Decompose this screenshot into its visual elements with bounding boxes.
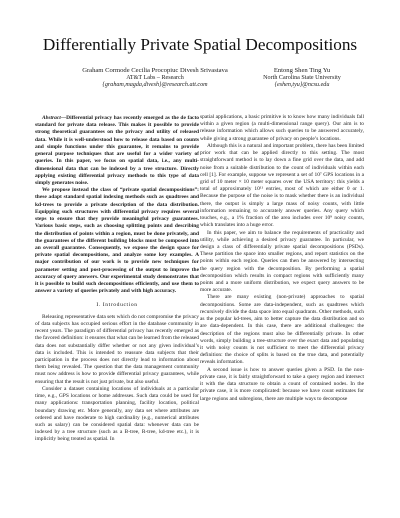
paper-title: Differentially Private Spatial Decompositions bbox=[42, 35, 358, 54]
author-names: Entong Shen Ting Yu bbox=[273, 67, 331, 74]
body-paragraph: A second issue is how to answer queries given a PSD. In the non-private case, it is fairly straightforward to take a query region and intersect it with the data structure to obtain a count of contained nodes. In the private case, it is more complicated: because we have count estimates for large regions and subregions, there are multiple ways to decompose bbox=[200, 366, 364, 402]
author-affiliation: AT&T Labs – Research bbox=[126, 74, 184, 81]
author-email: {graham,magda,divesh}@research.att.com bbox=[102, 82, 208, 89]
abstract-label: Abstract bbox=[42, 115, 61, 121]
section-heading: I. Introduction bbox=[96, 302, 138, 309]
author-email: {eshen,tyu}@ncsu.edu bbox=[274, 82, 330, 89]
body-paragraph: Although this is a natural and important problem, there has been limited prior work that can be applied directly to this setting. The most straightforward method is to lay down a fine grid over the data, and add noise from a suitable distribution to the count of individuals within each cell [1]. For example, suppose we represent a set of 10⁷ GPS locations in a grid of 10 meter × 10 meter squares over the USA territory: this yields a total of approximately 10¹¹ entries, most of which are either 0 or 1. Because the purpose of the noise is to mask whether there is an individual there, the output is simply a large mass of noisy counts, with little information remaining to accurately answer queries. Any query which touches, e.g., a 1% fraction of the area includes over 10⁹ noisy counts, which translates into a huge error. bbox=[200, 142, 364, 229]
body-paragraph: In this paper, we aim to balance the requirements of practicality and utility, while achieving a desired privacy guarantee. In particular, we design a class of differentially private spatial decompositions (PSDs). These partition the space into smaller regions, and report statistics on the points within each region. Queries can then be answered by intersecting the query region with the decomposition. By performing a spatial decomposition which results in compact regions with sufficiently many points and a more uniform distribution, we expect query answers to be more accurate. bbox=[200, 229, 364, 294]
author-block-att bbox=[70, 67, 240, 90]
body-paragraph: spatial applications, a basic primitive is to know how many individuals fall within a given region (a multi-dimensional range query). Our aim is to release information which allows such queries to be answered accurately, while giving a strong guarantee of privacy on people’s locations. bbox=[200, 114, 364, 142]
abstract-paragraph: We propose instead the class of “private spatial decompositions”: these adapt standard spatial indexing methods such as quadtrees and kd-trees to provide a private description of the data distribution. Equipping such structures with differential privacy requires several steps to ensure that they provide meaningful privacy guarantees. Various basic steps, such as choosing splitting points and describing the distribution of points within a region, must be done privately, and the guarantees of the different building blocks must be composed into an overall guarantee. Consequently, we expose the design space for private spatial decompositions, and analyze some key examples. A major contribution of our work is to provide new techniques for parameter setting and post-processing of the output to improve the accuracy of query answers. Our experimental study demonstrates that it is possible to build such decompositions efficiently, and use them to answer a variety of queries privately and with high accuracy. bbox=[35, 187, 199, 295]
body-paragraph: There are many existing (non-private) approaches to spatial decompositions. Some are data-independent, such as quadtrees which recursively divide the data space into equal quadrants. Other methods, such as the popular kd-trees, aim to better capture the data distribution and so are data-dependent. In this case, there are additional challenges: the description of the regions must also be differentially private. In other words, simply building a tree-structure over the exact data and populating it with noisy counts is not sufficient to meet the differential privacy definition: the choice of splits is based on the true data, and potentially reveals information. bbox=[200, 294, 364, 366]
body-paragraph: Releasing representative data sets which do not compromise the privacy of data subjects has occupied serious effort in the database community in recent years. The paradigm of differential privacy has recently emerged as the favored definition: it ensures that what can be learned from the released data does not substantially differ whether or not any given individual’s data is included. This is intended to reassure data subjects that their participation in the process does not directly lead to information about them being revealed. The question that the data management community must now address is how to provide differential privacy guarantees, while ensuring that the result is not just private, but also useful. bbox=[35, 313, 199, 385]
abstract bbox=[35, 115, 199, 295]
author-affiliation: North Carolina State University bbox=[263, 74, 341, 81]
abstract-text: —Differential privacy has recently emerged as the de facto standard for private data release. This makes it possible to provide strong theoretical guarantees on the privacy and utility of released data. While it is well-understood how to release data based on counts and simple functions under this guarantee, it remains to provide general purpose techniques that are useful for a wider variety of queries. In this paper, we focus on spatial data, i.e., any multi-dimensional data that can be indexed by a tree structure. Directly applying existing differential privacy methods to this type of data simply generates noise. bbox=[35, 115, 199, 186]
left-column bbox=[35, 115, 199, 505]
abstract-paragraph bbox=[35, 115, 199, 187]
right-column bbox=[200, 114, 364, 504]
body-paragraph: Consider a dataset containing locations of individuals at a particular time, e.g., GPS locations or home addresses. Such data could be used for many applications: transportation planning, facility location, political boundary drawing etc. More generally, any data set where attributes are ordered and have moderate to high cardinality (e.g., numerical attributes such as salary) can be considered spatial data: whenever data can be indexed by a tree structure (such as a B-tree, R-tree, kd-tree etc.), it is implicitly being treated as spatial. In bbox=[35, 385, 199, 443]
author-block-ncsu bbox=[244, 67, 360, 90]
author-names: Graham Cormode Cecilia Procopiuc Divesh Srivastava bbox=[82, 67, 228, 74]
